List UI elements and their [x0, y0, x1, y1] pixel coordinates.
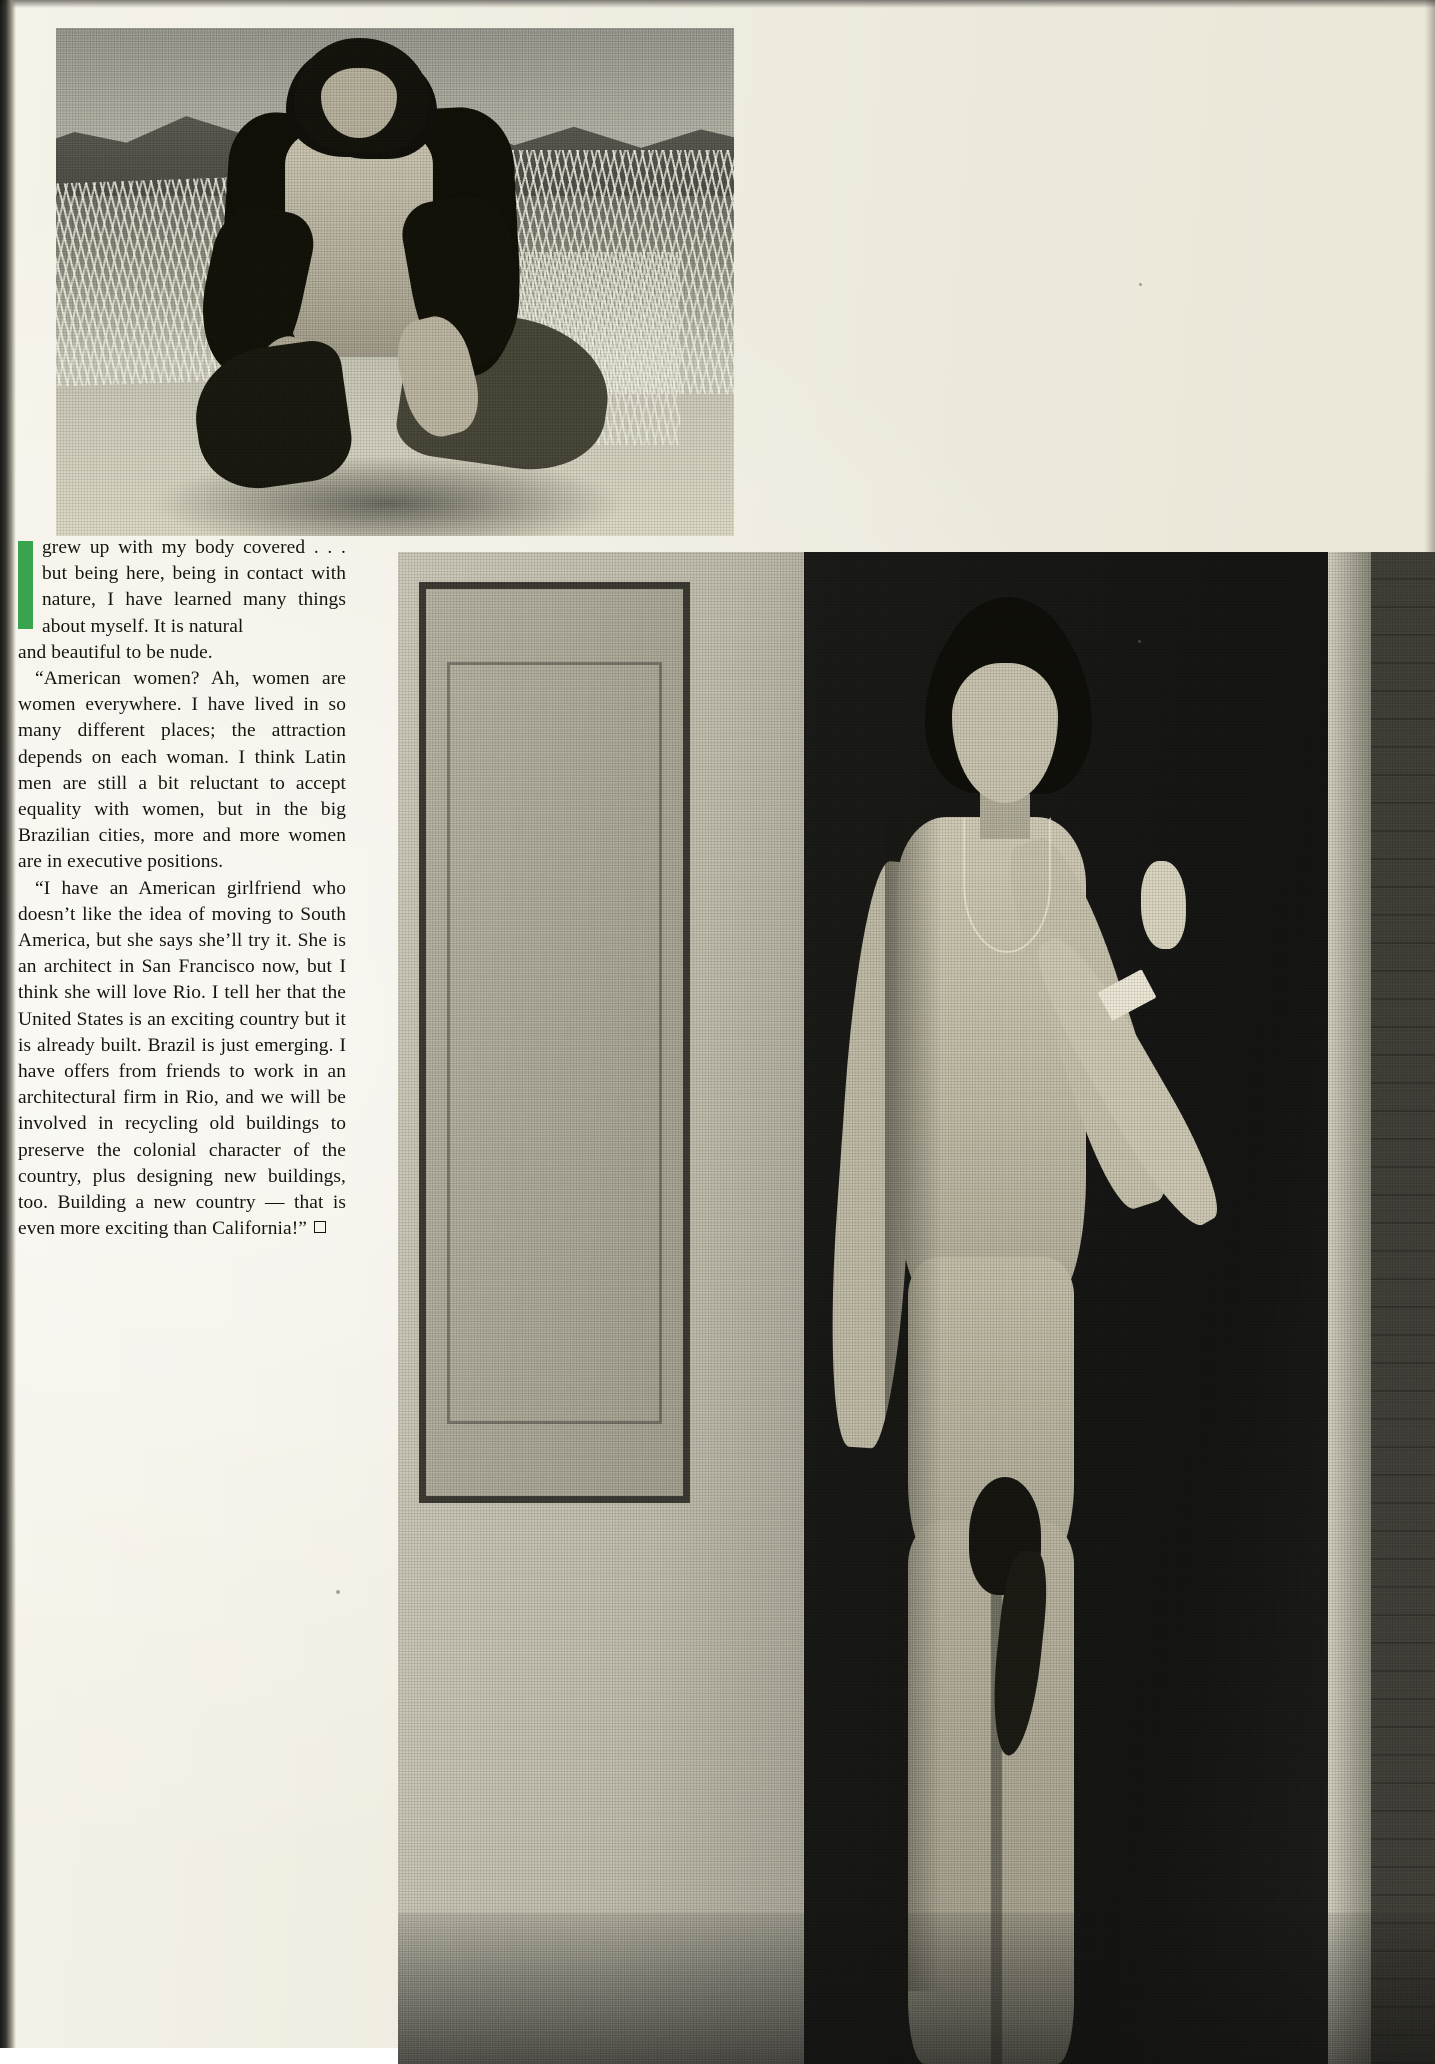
- article-text-column: [18, 535, 346, 1242]
- paragraph-1-line-3: with nature, I have learned many: [42, 563, 346, 611]
- paragraph-3-text: “I have an American girlfriend who doesn’t like the idea of moving to South America, but she says she’ll try it. She is an architect in San Francisco now, but I think she will love Rio. I tell her that the United States is an exciting country but it is already built. Brazil is just emerging. I have offers from friends to work in an architectural firm in Rio, and we will be involved in recycling old buildings to preserve the colonial character of the country, plus designing new buildings, too. Building a new country — that is even more exciting than California!”: [18, 877, 346, 1240]
- scan-speck: [336, 1590, 340, 1594]
- body-shadow: [885, 817, 941, 1990]
- drop-cap-rule: [18, 541, 33, 629]
- chain-necklace: [963, 817, 1050, 953]
- doorway: [419, 582, 690, 1503]
- end-mark-icon: [314, 1221, 326, 1233]
- paragraph-1-line-2: but being here, being in contact: [42, 563, 304, 585]
- paragraph-1-line-1: grew up with my body covered . . .: [42, 537, 346, 558]
- paragraph-1-continuation: and beautiful to be nude.: [18, 641, 213, 663]
- ground-shadow: [151, 455, 626, 536]
- standing-man-figure: [719, 597, 1275, 2064]
- scan-speck: [1139, 283, 1142, 286]
- floor-shadow: [398, 1913, 1435, 2064]
- photo-bottom: [398, 552, 1435, 2064]
- paragraph-3: [18, 876, 346, 1243]
- hand-right: [1141, 861, 1185, 949]
- photo-top: [56, 28, 734, 536]
- scan-edge-top: [0, 0, 1435, 8]
- paragraph-2: “American women? Ah, women are women everywhere. I have lived in so many different places; the attraction depends on each woman. I think Latin men are still a bit reluctant to accept equality with women, but in the big Brazilian cities, more and more women are in executive positions.: [18, 668, 346, 873]
- door-panel: [447, 662, 663, 1424]
- paragraph-1-line-4: things about myself. It is natural: [42, 589, 346, 637]
- slatted-panel: [1371, 552, 1435, 2064]
- scan-speck: [1138, 640, 1141, 643]
- photo-bottom-scene: [398, 552, 1435, 2064]
- photo-top-scene: [56, 28, 734, 536]
- scan-edge-left: [0, 0, 16, 2048]
- door-frame-edge: [1328, 552, 1371, 2064]
- paragraph-1-indented: [18, 535, 346, 640]
- article-body: [18, 535, 346, 1242]
